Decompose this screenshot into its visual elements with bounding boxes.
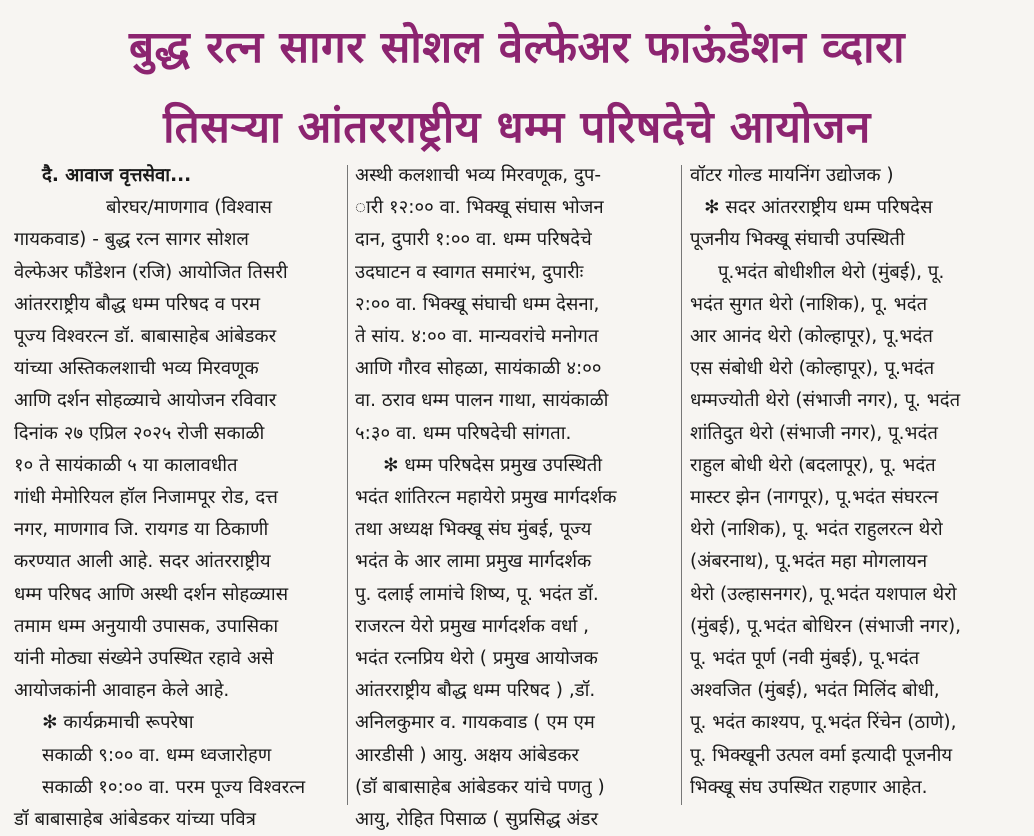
article-text-line: ✻ धम्म परिषदेस प्रमुख उपस्थिती xyxy=(383,454,603,476)
article-text-line: नगर, माणगाव जि. रायगड या ठिकाणी xyxy=(14,519,269,541)
article-text-line: तमाम धम्म अनुयायी उपासक, उपासिका xyxy=(14,615,279,637)
article-column-3 xyxy=(690,160,1018,809)
article-text-line: मास्टर झेन (नागपूर), पू.भदंत संघरत्न xyxy=(690,487,939,509)
article-text-line: ारी १२:०० वा. भिक्खू संघास भोजन xyxy=(355,197,604,219)
article-text-line: पूज्य विश्वरत्न डॉ. बाबासाहेब आंबेडकर xyxy=(14,326,277,348)
article-text-line: २:०० वा. भिक्खू संघाची धम्म देसना, xyxy=(355,293,600,315)
article-text-line: ✻ सदर आंतरराष्ट्रीय धम्म परिषदेस xyxy=(704,197,933,219)
article-text-line: भदंत शांतिरत्न महायेरो प्रमुख मार्गदर्शक xyxy=(355,487,617,509)
article-text-line: आंतरराष्ट्रीय बौद्ध धम्म परिषद ) ,डॉ. xyxy=(355,680,596,702)
article-text-line: भदंत रत्नप्रिय थेरो ( प्रमुख आयोजक xyxy=(355,648,598,670)
article-text-line: सकाळी १०:०० वा. परम पूज्य विश्वरत्न xyxy=(42,776,306,798)
article-text-line: (अंबरनाथ), पू.भदंत महा मोगलायन xyxy=(690,551,928,573)
article-column-2 xyxy=(355,160,671,831)
article-text-line: उदघाटन व स्वागत समारंभ, दुपारीः xyxy=(355,261,584,283)
article-text-line: १० ते सायंकाळी ५ या कालावधीत xyxy=(14,454,238,476)
article-column-1 xyxy=(14,160,340,831)
article-text-line: आणि दर्शन सोहळ्याचे आयोजन रविवार xyxy=(14,390,277,412)
article-text-line: यांच्या अस्तिकलशाची भव्य मिरवणूक xyxy=(14,358,259,380)
article-text-line: पू. भदंत पूर्ण (नवी मुंबई), पू.भदंत xyxy=(690,648,920,670)
article-text-line: सकाळी ९:०० वा. धम्म ध्वजारोहण xyxy=(42,744,272,766)
article-text-line: तथा अध्यक्ष भिक्खू संघ मुंबई, पूज्य xyxy=(355,519,592,541)
article-text-line: आयोजकांनी आवाहन केले आहे. xyxy=(14,680,230,702)
article-text-line: शांतिदुत थेरो (संभाजी नगर), पू.भदंत xyxy=(690,422,938,444)
article-text-line: अनिलकुमार व. गायकवाड ( एम एम xyxy=(355,712,595,734)
article-text-line: भिक्खू संघ उपस्थित राहणार आहेत. xyxy=(690,776,928,798)
article-text-line: ते सांय. ४:०० वा. मान्यवरांचे मनोगत xyxy=(355,326,599,348)
article-text-line: भदंत के आर लामा प्रमुख मार्गदर्शक xyxy=(355,551,592,573)
article-text-line: दै. आवाज वृत्तसेवा... xyxy=(42,165,192,186)
article-text-line: ५:३० वा. धम्म परिषदेची सांगता. xyxy=(355,422,572,444)
article-text-line: आयु, रोहित पिसाळ ( सुप्रसिद्ध अंडर xyxy=(355,809,599,831)
column-divider xyxy=(347,165,348,805)
article-text-line: अश्वजित (मुंबई), भदंत मिलिंद बोधी, xyxy=(690,680,940,702)
article-text-line: (डॉ बाबासाहेब आंबेडकर यांचे पणतु ) xyxy=(355,776,605,798)
article-text-line: धम्मज्योती थेरो (संभाजी नगर), पू. भदंत xyxy=(690,390,961,412)
article-text-line: राहुल बोधी थेरो (बदलापूर), पू. भदंत xyxy=(690,454,936,476)
article-text-line: करण्यात आली आहे. सदर आंतरराष्ट्रीय xyxy=(14,551,271,573)
article-text-line: अस्थी कलशाची भव्य मिरवणूक, दुप- xyxy=(355,165,601,186)
article-text-line: वॉटर गोल्ड मायनिंग उद्योजक ) xyxy=(690,165,894,186)
article-text-line: आंतरराष्ट्रीय बौद्ध धम्म परिषद व परम xyxy=(14,293,261,315)
article-text-line: वा. ठराव धम्म पालन गाथा, सायंकाळी xyxy=(355,390,609,412)
article-text-line: आणि गौरव सोहळा, सायंकाळी ४:०० xyxy=(355,358,602,380)
article-text-line: दिनांक २७ एप्रिल २०२५ रोजी सकाळी xyxy=(14,422,265,444)
article-text-line: पू. भदंत काश्यप, पू.भदंत रिंचेन (ठाणे), xyxy=(690,712,957,734)
article-text-line: पू.भदंत बोधीशील थेरो (मुंबई), पू. xyxy=(718,261,945,283)
article-text-line: (मुंबई), पू.भदंत बोधिरन (संभाजी नगर), xyxy=(690,615,962,637)
article-text-line: दान, दुपारी १:०० वा. धम्म परिषदेचे xyxy=(355,229,592,251)
article-text-line: बोरघर/माणगाव (विश्वास xyxy=(106,197,272,219)
article-text-line: धम्म परिषद आणि अस्थी दर्शन सोहळ्यास xyxy=(14,583,289,605)
article-text-line: थेरो (नाशिक), पू. भदंत राहुलरत्न थेरो xyxy=(690,519,943,541)
article-text-line: पु. दलाई लामांचे शिष्य, पू. भदंत डॉ. xyxy=(355,583,599,605)
column-divider xyxy=(681,165,682,805)
article-text-line: थेरो (उल्हासनगर), पू.भदंत यशपाल थेरो xyxy=(690,583,957,605)
article-text-line: यांनी मोठ्या संख्येने उपस्थित रहावे असे xyxy=(14,648,274,670)
article-text-line: आर आनंद थेरो (कोल्हापूर), पू.भदंत xyxy=(690,326,933,348)
article-text-line: पूजनीय भिक्खू संघाची उपस्थिती xyxy=(690,229,905,251)
headline-line-2: तिसऱ्या आंतरराष्ट्रीय धम्म परिषदेचे आयोजन xyxy=(163,102,871,153)
article-text-line: पू. भिक्खूनी उत्पल वर्मा इत्यादी पूजनीय xyxy=(690,744,953,766)
headline-line-1: बुद्ध रत्न सागर सोशल वेल्फेअर फाऊंडेशन व्दारा xyxy=(129,22,905,73)
article-text-line: डॉ बाबासाहेब आंबेडकर यांच्या पवित्र xyxy=(14,809,256,831)
article-text-line: एस संबोधी थेरो (कोल्हापूर), पू.भदंत xyxy=(690,358,935,380)
article-text-line: राजरत्न येरो प्रमुख मार्गदर्शक वर्धा , xyxy=(355,615,590,637)
article-text-line: ✻ कार्यक्रमाची रूपरेषा xyxy=(42,712,194,734)
article-text-line: भदंत सुगत थेरो (नाशिक), पू. भदंत xyxy=(690,293,928,315)
article-text-line: वेल्फेअर फौंडेशन (रजि) आयोजित तिसरी xyxy=(14,261,288,283)
article-text-line: आरडीसी ) आयु. अक्षय आंबेडकर xyxy=(355,744,579,766)
article-text-line: गांधी मेमोरियल हॉल निजामपूर रोड, दत्त xyxy=(14,487,278,509)
article-text-line: गायकवाड) - बुद्ध रत्न सागर सोशल xyxy=(14,229,249,251)
